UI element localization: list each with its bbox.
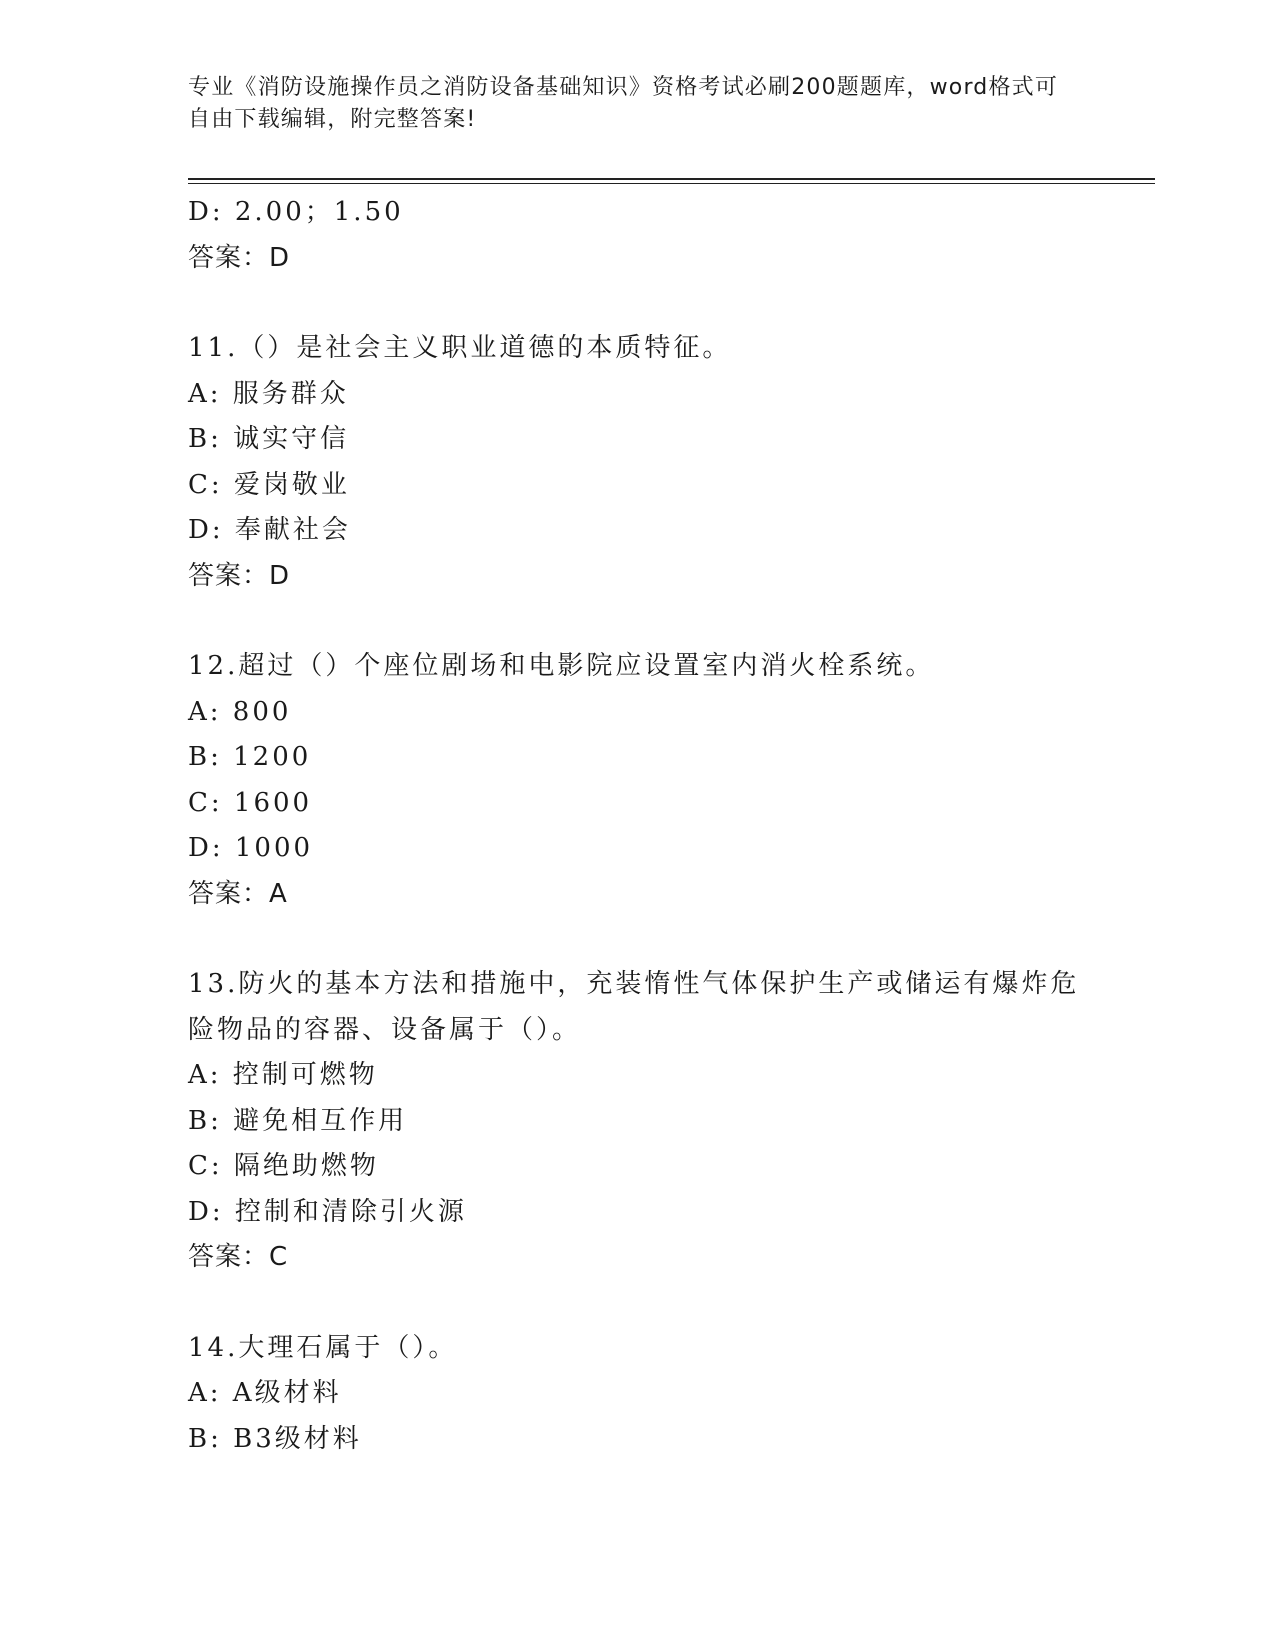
- option-a: A: 800: [188, 696, 292, 727]
- option-b: B: 诚实守信: [188, 424, 350, 454]
- option-c: C: 爱岗敬业: [188, 469, 350, 500]
- option-c: C: 隔绝助燃物: [188, 1151, 379, 1181]
- option-d: D: 控制和清除引火源: [188, 1196, 467, 1227]
- answer-line: 答案：D: [188, 242, 291, 273]
- question-text: 13.防火的基本方法和措施中，充装惰性气体保护生产或储运有爆炸危险物品的容器、设备属于（）。: [188, 969, 1080, 1045]
- question-12: [188, 644, 1088, 917]
- answer-line: 答案：C: [188, 1242, 289, 1272]
- question-13: [188, 962, 1088, 1281]
- option-a: A: 服务群众: [188, 378, 349, 409]
- question-11: [188, 326, 1088, 599]
- option-d: D: 2.00；1.50: [188, 197, 404, 227]
- option-a: A: A级材料: [188, 1378, 342, 1408]
- option-c: C: 1600: [188, 787, 313, 818]
- question-14: [188, 1326, 1088, 1463]
- option-b: B: 避免相互作用: [188, 1105, 408, 1136]
- option-b: B: 1200: [188, 742, 312, 772]
- option-b: B: B3级材料: [188, 1423, 362, 1454]
- question-text: 14.大理石属于（）。: [188, 1332, 458, 1363]
- header-divider: [188, 178, 1155, 180]
- answer-line: 答案：D: [188, 560, 291, 591]
- header-divider-thin: [188, 183, 1155, 184]
- option-a: A: 控制可燃物: [188, 1060, 378, 1090]
- answer-line: 答案：A: [188, 878, 288, 909]
- question-text: 11.（）是社会主义职业道德的本质特征。: [188, 333, 732, 363]
- document-header: 专业《消防设施操作员之消防设备基础知识》资格考试必刷200题题库，word格式可自由下载编辑，附完整答案!: [188, 75, 1059, 132]
- option-d: D: 奉献社会: [188, 515, 351, 545]
- question-list: [188, 190, 1088, 1462]
- question-text: 12.超过（）个座位剧场和电影院应设置室内消火栓系统。: [188, 651, 935, 681]
- option-d: D: 1000: [188, 833, 314, 863]
